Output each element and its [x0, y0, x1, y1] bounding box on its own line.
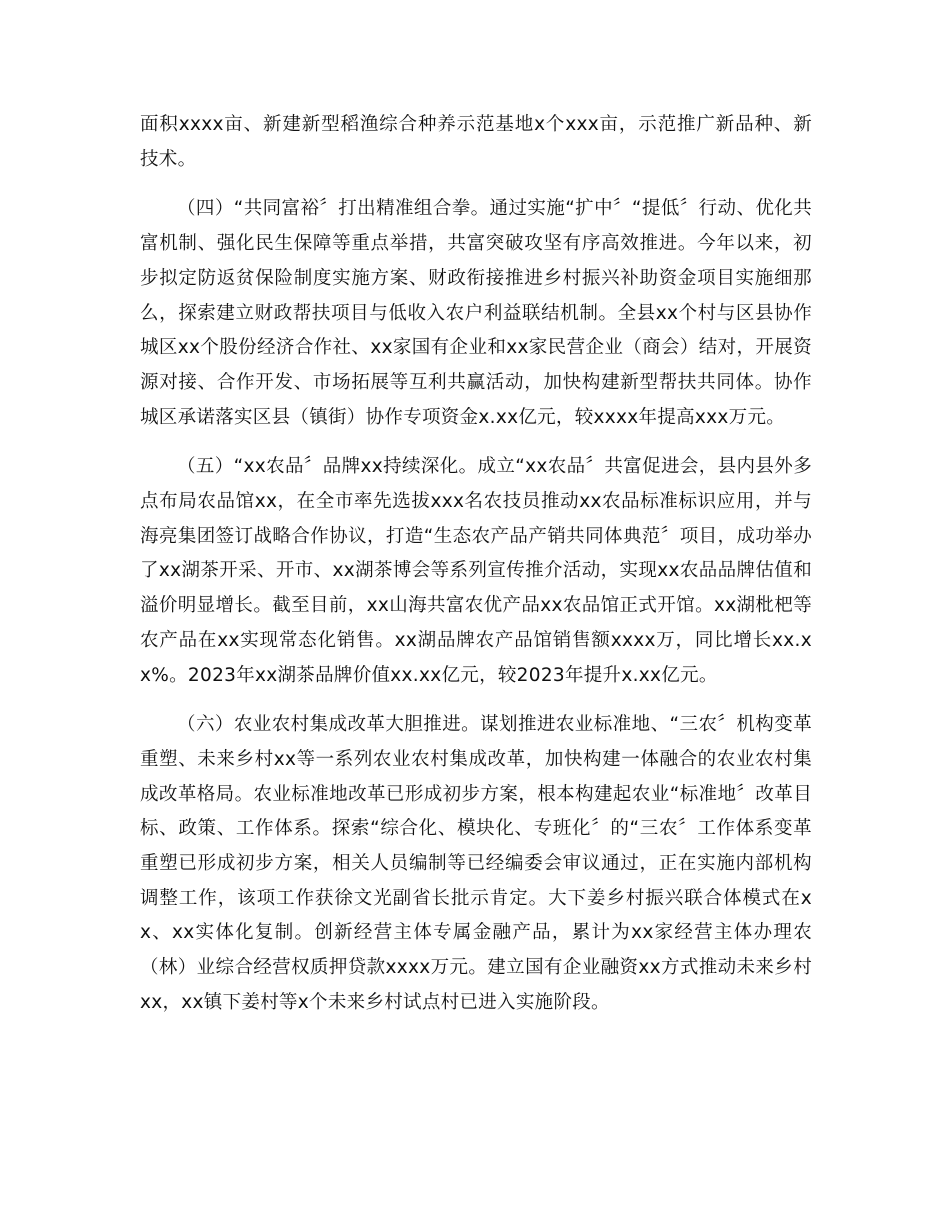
paragraph-common-prosperity: （四）“共同富裕〞打出精准组合拳。通过实施“扩中〞“提低〞行动、优化共富机制、强化民生保障等重点举措，共富突破攻坚有序高效推进。今年以来，初步拟定防返贫保险制度实施方案、财政衔接推进乡村振兴补助资金项目实施细那么，探索建立财政帮扶项目与低收入农户利益联结机制。全县xx个村与区县协作城区xx个股份经济合作社、xx家国有企业和xx家民营企业（商会）结对，开展资源对接、合作开发、市场拓展等互利共赢活动，加快构建新型帮扶共同体。协作城区承诺落实区县（镇街）协作专项资金x.xx亿元，较xxxx年提高xxx万元。 [140, 198, 812, 428]
paragraph-agri-brand: （五）“xx农品〞品牌xx持续深化。成立“xx农品〞共富促进会，县内县外多点布局农品馆xx，在全市率先选拔xxx名农技员推动xx农品标准标识应用，并与海亮集团签订战略合作协议，打造“生态农产品产销共同体典范〞项目，成功举办了xx湖茶开采、开市、xx湖茶博会等系列宣传推介活动，实现xx农品品牌估值和溢价明显增长。截至目前，xx山海共富农优产品xx农品馆正式开馆。xx湖枇杷等农产品在xx实现常态化销售。xx湖品牌农产品馆销售额xxxx万，同比增长xx.xx%。2023年xx湖茶品牌价值xx.xx亿元，较2023年提升x.xx亿元。 [140, 456, 812, 686]
paragraph-rural-reform: （六）农业农村集成改革大胆推进。谋划推进农业标准地、“三农〞机构变革重塑、未来乡村xx等一系列农业农村集成改革，加快构建一体融合的农业农村集成改革格局。农业标准地改革已形成初步方案，根本构建起农业“标准地〞改革目标、政策、工作体系。探索“综合化、模块化、专班化〞的“三农〞工作体系变革重塑已形成初步方案，相关人员编制等已经编委会审议通过，正在实施内部机构调整工作，该项工作获徐文光副省长批示肯定。大下姜乡村振兴联合体模式在xx、xx实体化复制。创新经营主体专属金融产品，累计为xx家经营主体办理农（林）业综合经营权质押贷款xxxx万元。建立国有企业融资xx方式推动未来乡村xx，xx镇下姜村等x个未来乡村试点村已进入实施阶段。 [140, 714, 812, 1013]
paragraph-continuation: 面积xxxx亩、新建新型稻渔综合种养示范基地x个xxx亩，示范推广新品种、新技术。 [140, 114, 812, 170]
document-body [140, 108, 812, 1021]
